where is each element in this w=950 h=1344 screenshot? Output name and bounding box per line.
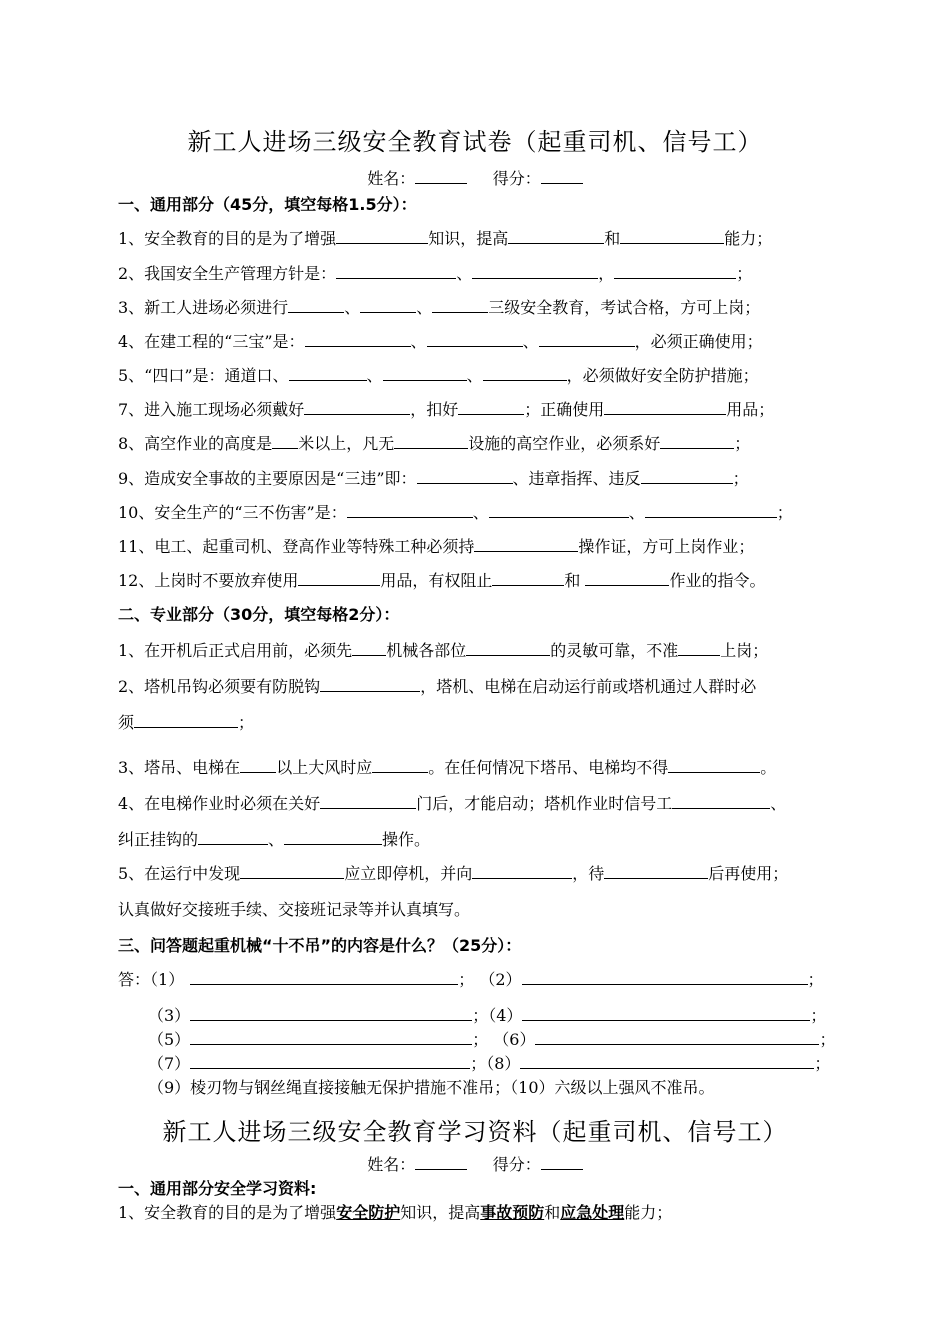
question-continuation: 认真做好交接班手续、交接班记录等并认真填写。 bbox=[118, 900, 471, 919]
answer-row: 答：（1） ； （2） ； bbox=[118, 970, 824, 989]
question-continuation: 纠正挂钩的 、 操作。 bbox=[118, 830, 431, 849]
section1-heading: 一、通用部分（45分，填空每格1.5分）： bbox=[118, 195, 417, 214]
question: 4、在建工程的“三宝”是： 、 、 ，必须正确使用； bbox=[118, 332, 763, 351]
answer-blank[interactable] bbox=[336, 229, 428, 244]
question: 4、在电梯作业时必须在关好 门后，才能启动；塔机作业时信号工 、 bbox=[118, 794, 787, 813]
name-label: 姓名： bbox=[367, 169, 416, 188]
question: 10、安全生产的“三不伤害”是： 、 、 ； bbox=[118, 503, 793, 522]
answer-blank[interactable] bbox=[190, 970, 458, 985]
answer-blank[interactable] bbox=[305, 332, 411, 347]
answer-blank[interactable] bbox=[383, 366, 467, 381]
answer-blank[interactable] bbox=[417, 469, 513, 484]
answer-blank[interactable] bbox=[585, 571, 669, 586]
answer-blank[interactable] bbox=[304, 400, 410, 415]
answer-label: 答： bbox=[118, 970, 151, 989]
question: 3、塔吊、电梯在 以上大风时应 。在任何情况下塔吊、电梯均不得 。 bbox=[118, 758, 777, 777]
answer-row: （7） ；（8） ； bbox=[148, 1054, 831, 1073]
answer-blank[interactable] bbox=[660, 434, 734, 449]
answer-blank[interactable] bbox=[360, 298, 416, 313]
answer-filled: 事故预防 bbox=[480, 1203, 545, 1222]
answer-blank[interactable] bbox=[539, 332, 635, 347]
section2-heading: 二、专业部分（30分，填空每格2分）： bbox=[118, 605, 400, 624]
question: 9、造成安全事故的主要原因是“三违”即： 、违章指挥、违反 ； bbox=[118, 469, 749, 488]
study-section1-heading: 一、通用部分安全学习资料: bbox=[118, 1179, 317, 1198]
answer-blank[interactable] bbox=[190, 1006, 472, 1021]
exam-title: 新工人进场三级安全教育试卷（起重司机、信号工） bbox=[187, 128, 763, 156]
answer-blank[interactable] bbox=[535, 1030, 819, 1045]
question: 5、“四口”是：通道口、 、 、 ，必须做好安全防护措施； bbox=[118, 366, 759, 385]
question: 2、我国安全生产管理方针是： 、 ， ； bbox=[118, 264, 753, 283]
answer-blank[interactable] bbox=[458, 400, 524, 415]
answer-blank[interactable] bbox=[240, 864, 344, 879]
study-item: 1、安全教育的目的是为了增强安全防护知识，提高事故预防和应急处理能力； bbox=[118, 1203, 673, 1222]
answer-blank[interactable] bbox=[614, 264, 736, 279]
section3-heading: 三、问答题起重机械“十不吊”的内容是什么？（25分）： bbox=[118, 936, 522, 955]
question: 8、高空作业的高度是 米以上，凡无 设施的高空作业，必须系好 ； bbox=[118, 434, 751, 453]
answer-blank[interactable] bbox=[520, 1054, 814, 1069]
exam-name-score-line bbox=[0, 166, 950, 189]
answer-blank[interactable] bbox=[620, 229, 724, 244]
name-label: 姓名： bbox=[367, 1155, 416, 1174]
answer-row: （3） ；（4） ； bbox=[148, 1006, 827, 1025]
question: 5、在运行中发现 应立即停机，并向 ，待 后再使用； bbox=[118, 864, 789, 883]
question: 3、新工人进场必须进行 、 、 三级安全教育，考试合格，方可上岗； bbox=[118, 298, 761, 317]
question: 1、在开机后正式启用前，必须先 机械各部位 的灵敏可靠，不准 上岗； bbox=[118, 641, 769, 660]
answer-blank[interactable] bbox=[678, 641, 720, 656]
answer-blank[interactable] bbox=[372, 758, 428, 773]
answer-blank[interactable] bbox=[466, 641, 550, 656]
answer-blank[interactable] bbox=[489, 503, 629, 518]
answer-blank[interactable] bbox=[190, 1030, 472, 1045]
answer-blank[interactable] bbox=[483, 366, 567, 381]
answer-filled: 应急处理 bbox=[560, 1203, 625, 1222]
answer-blank[interactable] bbox=[604, 864, 708, 879]
study-name-score-line bbox=[0, 1152, 950, 1175]
answer-blank[interactable] bbox=[288, 298, 344, 313]
question: 2、塔机吊钩必须要有防脱钩 ，塔机、电梯在启动运行前或塔机通过人群时必 bbox=[118, 677, 757, 696]
name-blank[interactable] bbox=[415, 1155, 467, 1170]
answer-blank[interactable] bbox=[272, 434, 298, 449]
answer-blank[interactable] bbox=[604, 400, 726, 415]
name-blank[interactable] bbox=[415, 169, 467, 184]
answer-blank[interactable] bbox=[508, 229, 604, 244]
answer-blank[interactable] bbox=[284, 830, 382, 845]
answer-blank[interactable] bbox=[289, 366, 367, 381]
answer-blank[interactable] bbox=[336, 264, 456, 279]
answer-blank[interactable] bbox=[134, 713, 238, 728]
answer-filled: 安全防护 bbox=[336, 1203, 401, 1222]
answer-blank[interactable] bbox=[492, 571, 564, 586]
answer-blank[interactable] bbox=[352, 641, 386, 656]
answer-blank[interactable] bbox=[472, 264, 598, 279]
answer-blank[interactable] bbox=[522, 970, 808, 985]
answer-blank[interactable] bbox=[298, 571, 380, 586]
score-blank[interactable] bbox=[541, 169, 583, 184]
answer-blank[interactable] bbox=[320, 794, 416, 809]
answer-blank[interactable] bbox=[427, 332, 523, 347]
answer-blank[interactable] bbox=[240, 758, 276, 773]
question-continuation: 须 ； bbox=[118, 713, 255, 732]
study-title: 新工人进场三级安全教育学习资料（起重司机、信号工） bbox=[162, 1118, 788, 1146]
answer-blank[interactable] bbox=[641, 469, 733, 484]
answer-row-last: （9）棱刃物与钢丝绳直接接触无保护措施不准吊；（10）六级以上强风不准吊。 bbox=[148, 1078, 715, 1097]
answer-blank[interactable] bbox=[472, 864, 572, 879]
answer-blank[interactable] bbox=[432, 298, 488, 313]
score-label: 得分： bbox=[492, 1155, 541, 1174]
answer-blank[interactable] bbox=[347, 503, 473, 518]
question: 12、上岗时不要放弃使用 用品，有权阻止 和 作业的指令。 bbox=[118, 571, 766, 590]
answer-blank[interactable] bbox=[190, 1054, 470, 1069]
score-blank[interactable] bbox=[541, 1155, 583, 1170]
answer-blank[interactable] bbox=[474, 537, 578, 552]
answer-blank[interactable] bbox=[198, 830, 268, 845]
answer-blank[interactable] bbox=[668, 758, 760, 773]
answer-blank[interactable] bbox=[394, 434, 468, 449]
question: 1、安全教育的目的是为了增强 知识，提高 和 能力； bbox=[118, 229, 773, 248]
answer-blank[interactable] bbox=[645, 503, 777, 518]
answer-blank[interactable] bbox=[320, 677, 420, 692]
question: 11、电工、起重司机、登高作业等特殊工种必须持 操作证，方可上岗作业； bbox=[118, 537, 755, 556]
score-label: 得分： bbox=[492, 169, 541, 188]
answer-blank[interactable] bbox=[672, 794, 770, 809]
question: 7、进入施工现场必须戴好 ，扣好 ；正确使用 用品； bbox=[118, 400, 775, 419]
answer-blank[interactable] bbox=[522, 1006, 810, 1021]
answer-row: （5） ； （6） ； bbox=[148, 1030, 836, 1049]
